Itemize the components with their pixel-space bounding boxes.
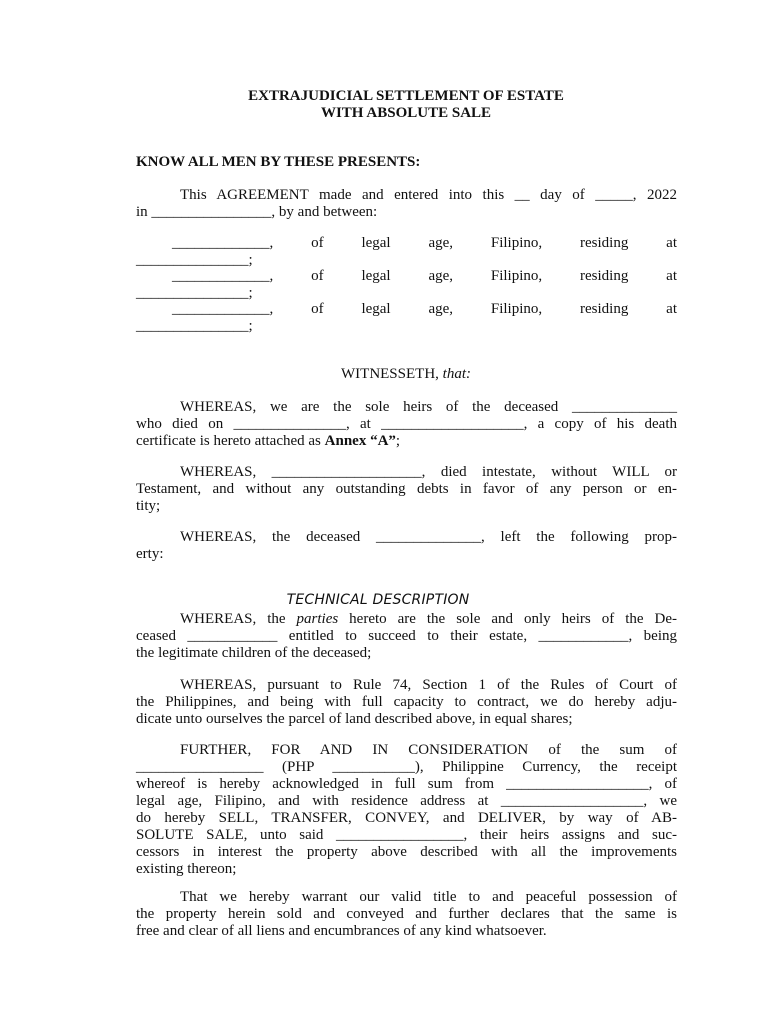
witnesseth-italic: that: <box>442 366 471 382</box>
warrant-line-1: That we hereby warrant our valid title to and peaceful possession of <box>180 889 677 905</box>
party-3 <box>136 301 677 335</box>
party-2-line-1: _____________, of legal age, Filipino, residing at <box>172 268 677 284</box>
party-1-line-2: _______________; <box>136 252 253 268</box>
title-line-2: WITH ABSOLUTE SALE <box>320 105 492 121</box>
further-line-3: whereof is hereby acknowledged in full sum from ___________________, of <box>136 776 677 792</box>
whereas-3-line-2: erty: <box>136 546 164 562</box>
whereas-2-line-2: Testament, and without any outstanding debts in favor of any person or en- <box>136 481 677 497</box>
further-line-5: do hereby SELL, TRANSFER, CONVEY, and DELIVER, by way of AB- <box>136 810 677 826</box>
title-line-1: EXTRAJUDICIAL SETTLEMENT OF ESTATE <box>248 88 564 104</box>
further-line-8: existing thereon; <box>136 861 237 877</box>
whereas-5-line-2: the Philippines, and being with full capacity to contract, we do hereby adju- <box>136 694 677 710</box>
witnesseth-main: WITNESSETH, <box>341 366 443 382</box>
whereas-3-paragraph <box>136 529 677 563</box>
whereas-2-line-3: tity; <box>136 498 161 514</box>
whereas-1-line-3-post: ; <box>395 433 401 449</box>
whereas-5-line-1: WHEREAS, pursuant to Rule 74, Section 1 of the Rules of Court of <box>180 677 677 693</box>
whereas-1-paragraph <box>136 399 677 450</box>
further-line-2: _________________ (PHP ___________), Philippine Currency, the receipt <box>136 759 677 775</box>
agreement-line-2: in ________________, by and between: <box>136 204 378 220</box>
party-1 <box>136 235 677 269</box>
whereas-5-paragraph <box>136 677 677 728</box>
further-line-6: SOLUTE SALE, unto said _________________, their heirs assigns and suc- <box>136 827 677 843</box>
parties-word: parties <box>296 611 339 627</box>
whereas-4-line-3: the legitimate children of the deceased; <box>136 645 372 661</box>
whereas-2-paragraph <box>136 464 677 515</box>
agreement-line-1: This AGREEMENT made and entered into this __ day of _____, 2022 <box>180 187 677 203</box>
party-1-line-1: _____________, of legal age, Filipino, residing at <box>172 235 677 251</box>
technical-description-label: TECHNICAL DESCRIPTION <box>286 592 470 608</box>
whereas-4-line-1-post: hereto are the sole and only heirs of the De- <box>338 611 677 627</box>
further-line-1: FURTHER, FOR AND IN CONSIDERATION of the sum of <box>180 742 677 758</box>
whereas-3-line-1: WHEREAS, the deceased ______________, left the following prop- <box>180 529 677 545</box>
annex-a-reference: Annex “A” <box>324 433 396 449</box>
party-2 <box>136 268 677 302</box>
party-3-line-2: _______________; <box>136 318 253 334</box>
whereas-2-line-1: WHEREAS, ____________________, died intestate, without WILL or <box>180 464 677 480</box>
whereas-1-line-3-pre: certificate is hereto attached as <box>136 433 325 449</box>
warrant-paragraph <box>136 889 677 940</box>
further-line-7: cessors in interest the property above described with all the improvements <box>136 844 677 860</box>
agreement-paragraph <box>136 187 677 221</box>
whereas-4-line-1 <box>136 611 677 628</box>
whereas-4-line-1-pre: WHEREAS, the <box>180 611 297 627</box>
know-all-heading: KNOW ALL MEN BY THESE PRESENTS: <box>136 154 421 170</box>
further-line-4: legal age, Filipino, and with residence address at ___________________, we <box>136 793 677 809</box>
warrant-line-3: free and clear of all liens and encumbrances of any kind whatsoever. <box>136 923 547 939</box>
further-paragraph <box>136 742 677 878</box>
party-2-line-2: _______________; <box>136 285 253 301</box>
whereas-5-line-3: dicate unto ourselves the parcel of land described above, in equal shares; <box>136 711 573 727</box>
whereas-1-line-1: WHEREAS, we are the sole heirs of the deceased ______________ <box>180 399 677 415</box>
witnesseth-line <box>0 366 768 383</box>
warrant-line-2: the property herein sold and conveyed and further declares that the same is <box>136 906 677 922</box>
party-3-line-1: _____________, of legal age, Filipino, residing at <box>172 301 677 317</box>
whereas-4-line-2: ceased ____________ entitled to succeed to their estate, ____________, being <box>136 628 677 644</box>
whereas-1-line-3 <box>136 433 677 450</box>
whereas-1-line-2: who died on _______________, at ___________________, a copy of his death <box>136 416 677 432</box>
whereas-4-paragraph <box>136 611 677 662</box>
